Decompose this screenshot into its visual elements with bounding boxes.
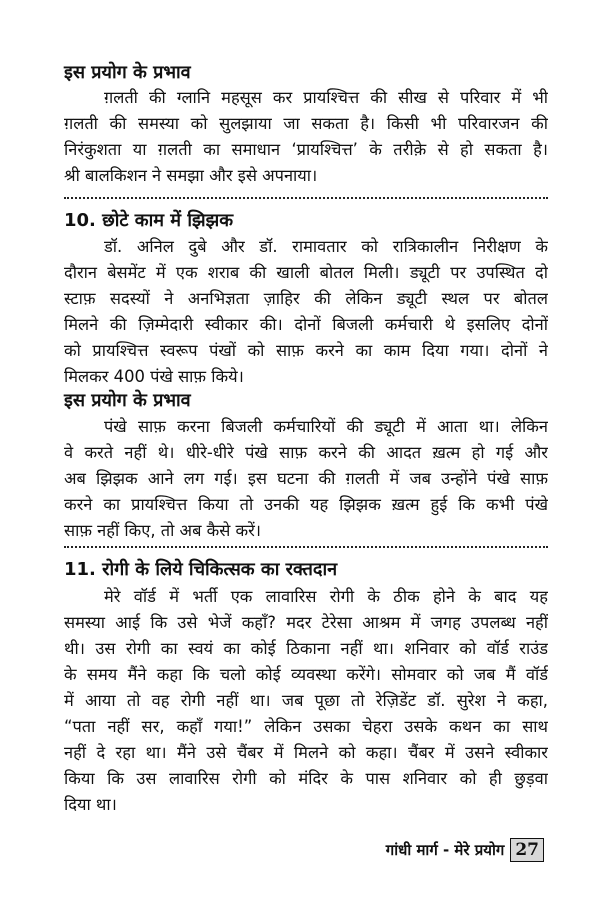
paragraph-line: मेरे वॉर्ड में भर्ती एक लावारिस रोगी के ठीक होने के बाद यह xyxy=(104,587,548,606)
paragraph-line: के समय मैंने कहा कि चलो कोई व्यवस्था करेंगे। सोमवार को जब मैं वॉर्ड xyxy=(64,665,548,684)
paragraph-line: दौरान बेसमेंट में एक शराब की खाली बोतल मिली। ड्यूटी पर उपस्थित दो xyxy=(64,263,548,282)
paragraph-line: डॉ. अनिल दुबे और डॉ. रामावतार को रात्रिकालीन निरीक्षण के xyxy=(104,237,548,256)
paragraph-line: साफ़ नहीं किए, तो अब कैसे करें। xyxy=(64,521,262,540)
section-heading-10: 10. छोटे काम में झिझक xyxy=(64,210,234,231)
paragraph-line: मिलकर 400 पंखे साफ़ किये। xyxy=(64,367,244,386)
paragraph-line: किया कि उस लावारिस रोगी को मंदिर के पास शनिवार को ही छुड़वा xyxy=(64,769,548,788)
paragraph-line: अब झिझक आने लग गई। इस घटना की ग़लती में जब उन्होंने पंखे साफ़ xyxy=(64,469,548,488)
paragraph-line: करने का प्रायश्चित्त किया तो उनकी यह झिझक ख़त्म हुई कि कभी पंखे xyxy=(64,495,548,514)
dotted-divider xyxy=(64,197,548,199)
paragraph-line: थी। उस रोगी का स्वयं का कोई ठिकाना नहीं था। शनिवार को वॉर्ड राउंड xyxy=(64,639,548,658)
page-number: 27 xyxy=(510,838,544,862)
paragraph-line: वे करते नहीं थे। धीरे-धीरे पंखे साफ़ करने की आदत ख़त्म हो गई और xyxy=(64,443,548,462)
paragraph-line: “पता नहीं सर, कहाँ गया!” लेकिन उसका चेहरा उसके कथन का साथ xyxy=(64,717,548,736)
dotted-divider xyxy=(64,546,548,548)
paragraph-line: पंखे साफ़ करना बिजली कर्मचारियों की ड्यूटी में आता था। लेकिन xyxy=(104,417,548,436)
paragraph-line: में आया तो वह रोगी नहीं था। जब पूछा तो रेज़िडेंट डॉ. सुरेश ने कहा, xyxy=(64,691,548,710)
paragraph-line: दिया था। xyxy=(64,795,117,814)
paragraph-line: स्टाफ़ सदस्यों ने अनभिज्ञता ज़ाहिर की लेकिन ड्यूटी स्थल पर बोतल xyxy=(64,289,548,308)
book-title: गांधी मार्ग - मेरे प्रयोग xyxy=(385,841,505,859)
page-footer xyxy=(380,836,544,864)
paragraph-line: ग़लती की समस्या को सुलझाया जा सकता है। किसी भी परिवारजन की xyxy=(64,114,548,133)
section-heading-effects-2: इस प्रयोग के प्रभाव xyxy=(64,390,191,411)
section-heading-effects-1: इस प्रयोग के प्रभाव xyxy=(64,62,191,83)
paragraph-line: निरंकुशता या ग़लती का समाधान ‘प्रायश्चित्त’ के तरीक़े से हो सकता है। xyxy=(64,140,548,159)
paragraph-line: ग़लती की ग्लानि महसूस कर प्रायश्चित्त की सीख से परिवार में भी xyxy=(104,88,548,107)
paragraph-line: नहीं दे रहा था। मैंने उसे चैंबर में मिलने को कहा। चैंबर में उसने स्वीकार xyxy=(64,743,548,762)
section-heading-11: 11. रोगी के लिये चिकित्सक का रक्तदान xyxy=(64,559,338,580)
paragraph-line: को प्रायश्चित्त स्वरूप पंखों को साफ़ करने का काम दिया गया। दोनों ने xyxy=(64,341,548,360)
paragraph-line: मिलने की ज़िम्मेदारी स्वीकार की। दोनों बिजली कर्मचारी थे इसलिए दोनों xyxy=(64,315,548,334)
paragraph-line: श्री बालकिशन ने समझा और इसे अपनाया। xyxy=(64,166,318,185)
paragraph-line: समस्या आई कि उसे भेजें कहाँ? मदर टेरेसा आश्रम में जगह उपलब्ध नहीं xyxy=(64,613,548,632)
